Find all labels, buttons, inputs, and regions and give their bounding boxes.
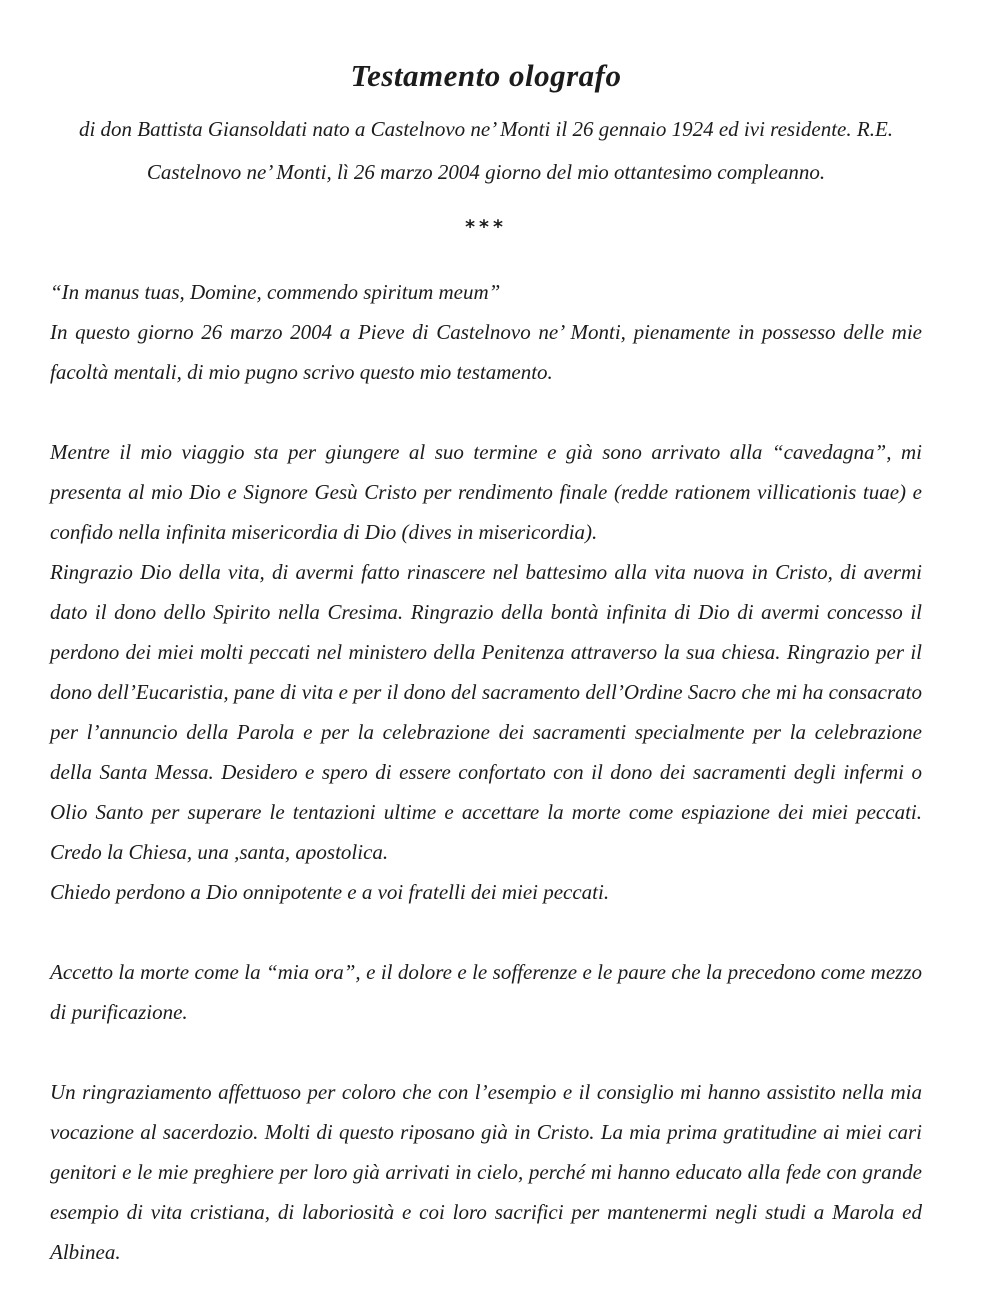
paragraph-thanksgiving: Ringrazio Dio della vita, di avermi fatto rinascere nel battesimo alla vita nuova in Cristo, di avermi dato il dono dello Spirito nella Cresima. Ringrazio della bontà infinita di Dio di avermi concesso il perdono dei miei molti peccati nel ministero della Penitenza attraverso la sua chiesa. Ringrazio per il dono dell’Eucaristia, pane di vita e per il dono del sacramento dell’Ordine Sacro che mi ha consacrato per l’annuncio della Parola e per la celebrazione dei sacramenti specialmente per la celebrazione della Santa Messa. Desidero e spero di essere confortato con il dono dei sacramenti degli infermi o Olio Santo per superare le tentazioni ultime e accettare la morte come espiazione dei miei peccati. Credo la Chiesa, una ,santa, apostolica.: [50, 560, 922, 864]
paragraph-pardon: Chiedo perdono a Dio onnipotente e a voi fratelli dei miei peccati.: [50, 880, 610, 904]
paragraph-journey: Mentre il mio viaggio sta per giungere al suo termine e già sono arrivato alla “cavedagna”, mi presenta al mio Dio e Signore Gesù Cristo per rendimento finale (redde rationem villicationis tuae) e confido nella infinita misericordia di Dio (dives in misericordia).: [50, 440, 922, 544]
subtitle-line-date: Castelnovo ne’ Monti, lì 26 marzo 2004 giorno del mio ottantesimo compleanno.: [146, 160, 826, 184]
paragraph-latin-quote: “In manus tuas, Domine, commendo spiritum meum”: [50, 280, 501, 304]
section-divider-stars: ***: [465, 216, 507, 238]
paragraph-declaration: In questo giorno 26 marzo 2004 a Pieve di Castelnovo ne’ Monti, pienamente in possesso delle mie facoltà mentali, di mio pugno scrivo questo mio testamento.: [50, 320, 922, 384]
document-body: [50, 272, 922, 1272]
document-title: Testamento olografo: [350, 58, 622, 93]
paragraph-acceptance: Accetto la morte come la “mia ora”, e il dolore e le sofferenze e le paure che la precedono come mezzo di purificazione.: [50, 960, 922, 1024]
subtitle-line-author: di don Battista Giansoldati nato a Castelnovo ne’ Monti il 26 gennaio 1924 ed ivi residente. R.E.: [78, 117, 894, 141]
paragraph-gratitude: Un ringraziamento affettuoso per coloro che con l’esempio e il consiglio mi hanno assistito nella mia vocazione al sacerdozio. Molti di questo riposano già in Cristo. La mia prima gratitudine ai miei cari genitori e le mie preghiere per loro già arrivati in cielo, perché mi hanno educato alla fede con grande esempio di vita cristiana, di laboriosità e coi loro sacrifici per mantenermi negli studi a Marola ed Albinea.: [50, 1080, 922, 1264]
document-subtitle: [50, 108, 922, 194]
